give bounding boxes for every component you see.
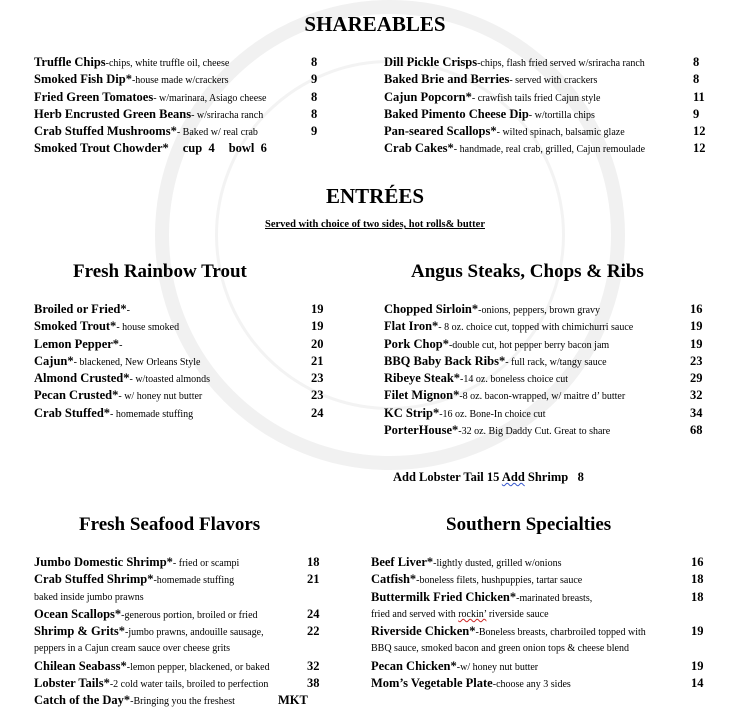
item-name: Lobster Tails*	[34, 676, 110, 691]
item-desc: -jumbo prawns, andouille sausage,	[124, 627, 264, 639]
item-name: Riverside Chicken*	[371, 624, 476, 639]
menu-item	[34, 571, 334, 588]
item-name: Filet Mignon*	[384, 388, 460, 403]
menu-item	[384, 106, 714, 123]
seafood-heading: Fresh Seafood Flavors	[79, 514, 261, 535]
menu-item	[34, 675, 334, 692]
chowder-cup-price: cup 4	[182, 141, 215, 156]
item-desc: - blackened, New Orleans Style	[73, 356, 201, 368]
item-name: Herb Encrusted Green Beans	[34, 106, 192, 121]
menu-item	[384, 301, 714, 318]
chowder-bowl-price: bowl 6	[228, 141, 267, 156]
item-name: Ribeye Steak*	[384, 371, 461, 386]
menu-item	[384, 422, 714, 439]
item-desc: -marinated breasts,	[516, 592, 593, 604]
menu-item	[384, 370, 714, 387]
menu-item	[34, 123, 324, 140]
item-price: 19	[311, 302, 324, 316]
add-on-line	[393, 470, 584, 485]
item-desc-continued: peppers in a Cajun cream sauce over cheese grits	[34, 643, 231, 655]
item-desc: -32 oz. Big Daddy Cut. Great to share	[458, 426, 611, 438]
item-desc: - served with crackers	[509, 75, 598, 87]
item-price: 16	[691, 555, 704, 569]
item-desc: - wilted spinach, balsamic glaze	[496, 127, 625, 139]
item-price: 8	[311, 89, 318, 104]
item-desc: - 8 oz. choice cut, topped with chimichurri sauce	[438, 322, 634, 334]
item-name: Pan-seared Scallops*	[384, 124, 497, 139]
item-name: Broiled or Fried*	[34, 302, 127, 316]
item-price: 68	[690, 423, 703, 438]
item-price: 19	[691, 624, 704, 639]
item-name: Shrimp & Grits*	[34, 624, 125, 639]
item-name: Smoked Fish Dip*	[34, 72, 132, 87]
item-price: 8	[693, 72, 700, 87]
item-desc: - w/tortilla chips	[528, 109, 595, 121]
menu-item	[34, 387, 334, 404]
menu-item	[34, 353, 334, 370]
desc-part: fried and served with	[371, 608, 459, 620]
menu-item-chowder	[34, 140, 324, 157]
item-desc: - crawfish tails fried Cajun style	[471, 92, 601, 104]
item-price: 23	[311, 388, 324, 403]
steaks-heading: Angus Steaks, Chops & Ribs	[411, 261, 644, 282]
item-desc-continued: BBQ sauce, smoked bacon and green onion tops & cheese blend	[371, 643, 629, 655]
item-desc: - w/marinara, Asiago cheese	[153, 92, 267, 104]
add-shrimp: Shrimp 8	[524, 470, 584, 484]
trout-column	[34, 301, 334, 422]
item-name: Buttermilk Fried Chicken*	[371, 589, 517, 604]
item-price: 32	[690, 388, 703, 403]
item-desc: - w/sriracha ranch	[191, 109, 264, 121]
item-name: Crab Stuffed*	[34, 405, 111, 420]
item-price: 12	[693, 141, 706, 156]
menu-item	[34, 692, 334, 709]
item-price: 20	[311, 336, 324, 351]
item-price: 8	[311, 55, 318, 69]
item-desc: - fried or scampi	[172, 558, 240, 569]
add-word: Add	[501, 470, 525, 484]
item-name: BBQ Baby Back Ribs*	[384, 353, 506, 368]
item-desc: -8 oz. bacon-wrapped, w/ maitre d’ butter	[459, 391, 626, 403]
desc-part-misspelled: rockin’	[458, 608, 487, 620]
shareables-left-column	[34, 54, 324, 158]
item-name: Catfish*	[371, 572, 417, 587]
item-name: Cajun Popcorn*	[384, 89, 472, 104]
item-desc: - w/ honey nut butter	[118, 391, 203, 403]
item-name: Ocean Scallops*	[34, 606, 122, 621]
item-name: Cajun*	[34, 353, 74, 368]
menu-item	[384, 140, 714, 157]
item-name: Mom’s Vegetable Plate	[371, 676, 493, 691]
item-price: 21	[307, 572, 320, 587]
item-desc-continued: baked inside jumbo prawns	[34, 591, 144, 603]
menu-item	[34, 106, 324, 123]
item-name: Chilean Seabass*	[34, 658, 127, 673]
entrees-note: Served with choice of two sides, hot rolls& butter	[265, 219, 485, 230]
item-price: 29	[690, 371, 703, 386]
item-name: Crab Cakes*	[384, 141, 454, 156]
item-desc: -house made w/crackers	[131, 75, 229, 87]
item-desc: -lightly dusted, grilled w/onions	[433, 558, 562, 569]
item-name: Baked Pimento Cheese Dip	[384, 106, 529, 121]
item-desc: -boneless filets, hushpuppies, tartar sauce	[416, 575, 583, 587]
item-desc: -chips, white truffle oil, cheese	[105, 58, 230, 69]
item-price: 11	[693, 89, 705, 104]
item-name: Fried Green Tomatoes	[34, 89, 154, 104]
item-price: 9	[693, 106, 700, 121]
item-desc: -	[126, 305, 130, 316]
menu-item	[384, 353, 714, 370]
menu-item	[371, 589, 716, 606]
menu-item	[371, 554, 716, 571]
item-desc: - homemade stuffing	[110, 408, 194, 420]
item-desc: -onions, peppers, brown gravy	[478, 305, 601, 316]
item-price: 14	[691, 676, 704, 691]
menu-item	[384, 336, 714, 353]
menu-item	[34, 71, 324, 88]
menu-item	[34, 554, 334, 571]
item-price: 8	[693, 55, 700, 69]
item-price: 18	[691, 572, 704, 587]
southern-column	[371, 554, 716, 692]
item-price: 19	[690, 336, 703, 351]
menu-item	[371, 658, 716, 675]
item-desc: -chips, flash fried served w/sriracha ranch	[477, 58, 645, 69]
item-price: 23	[311, 371, 324, 386]
item-name: Pecan Chicken*	[371, 658, 457, 673]
item-name: Lemon Pepper*	[34, 336, 120, 351]
entrees-heading: ENTRÉES	[325, 184, 425, 208]
item-price: 19	[311, 319, 324, 334]
menu-item	[34, 318, 334, 335]
item-price: MKT	[278, 693, 308, 708]
item-desc: -	[119, 339, 123, 351]
menu-item	[34, 370, 334, 387]
item-price: 19	[690, 319, 703, 334]
item-desc: -lemon pepper, blackened, or baked	[126, 661, 270, 673]
item-price: 38	[307, 676, 320, 691]
item-desc: -Bringing you the freshest	[130, 696, 235, 708]
item-price: 32	[307, 658, 320, 673]
item-desc: -choose any 3 sides	[492, 679, 571, 691]
item-name: Crab Stuffed Mushrooms*	[34, 124, 177, 139]
item-name: Pecan Crusted*	[34, 388, 119, 403]
menu-item	[384, 318, 714, 335]
menu-item	[371, 571, 716, 588]
item-desc: -generous portion, broiled or fried	[121, 609, 258, 621]
menu-item	[384, 123, 714, 140]
item-price: 18	[691, 589, 704, 604]
menu-item	[34, 606, 334, 623]
shareables-heading: SHAREABLES	[304, 12, 446, 36]
menu-item	[34, 405, 334, 422]
menu-item	[34, 89, 324, 106]
item-name: Baked Brie and Berries	[384, 72, 510, 87]
item-name: Almond Crusted*	[34, 371, 130, 386]
item-price: 16	[690, 302, 703, 316]
item-desc: -14 oz. boneless choice cut	[460, 374, 569, 386]
menu-item	[384, 405, 714, 422]
item-name: Smoked Trout*	[34, 319, 117, 334]
item-name: Smoked Trout Chowder*	[34, 141, 169, 156]
southern-heading: Southern Specialties	[446, 514, 612, 535]
item-price: 9	[311, 124, 318, 139]
item-desc-continued	[371, 606, 716, 623]
menu-item	[371, 675, 716, 692]
menu-item	[384, 89, 714, 106]
item-name: Flat Iron*	[384, 319, 439, 334]
item-name: PorterHouse*	[384, 423, 459, 438]
item-desc: -homemade stuffing	[153, 575, 235, 587]
item-desc: -16 oz. Bone-In choice cut	[439, 408, 546, 420]
item-price: 18	[307, 555, 320, 569]
trout-heading: Fresh Rainbow Trout	[73, 261, 247, 282]
item-price: 9	[311, 72, 318, 87]
menu-item	[34, 54, 324, 71]
add-lobster-tail: Add Lobster Tail 15	[393, 470, 500, 484]
item-name: Beef Liver*	[371, 555, 434, 569]
item-name: Dill Pickle Crisps	[384, 55, 478, 69]
menu-item	[34, 301, 334, 318]
steaks-column	[384, 301, 714, 439]
item-desc: -2 cold water tails, broiled to perfection	[109, 679, 269, 691]
item-desc: - handmade, real crab, grilled, Cajun remoulade	[453, 144, 646, 156]
item-name: Catch of the Day*	[34, 693, 131, 708]
menu-item	[34, 658, 334, 675]
item-name: Chopped Sirloin*	[384, 302, 479, 316]
item-desc: - Baked w/ real crab	[176, 127, 258, 139]
seafood-column	[34, 554, 334, 710]
item-name: KC Strip*	[384, 405, 440, 420]
item-name: Pork Chop*	[384, 336, 449, 351]
menu-item	[34, 336, 334, 353]
menu-item	[384, 71, 714, 88]
item-price: 12	[693, 124, 706, 139]
item-price: 24	[311, 405, 324, 420]
item-price: 19	[691, 658, 704, 673]
item-price: 34	[690, 405, 703, 420]
menu-item	[371, 623, 716, 640]
item-desc: -Boneless breasts, charbroiled topped with	[475, 627, 646, 639]
item-name: Crab Stuffed Shrimp*	[34, 572, 154, 587]
item-name: Truffle Chips	[34, 55, 106, 69]
desc-part: riverside sauce	[486, 608, 549, 620]
item-price: 21	[311, 353, 324, 368]
shareables-right-column	[384, 54, 714, 158]
item-desc: -double cut, hot pepper berry bacon jam	[448, 339, 610, 351]
item-price: 23	[690, 353, 703, 368]
item-desc: - house smoked	[116, 322, 180, 334]
item-price: 24	[307, 606, 320, 621]
item-name: Jumbo Domestic Shrimp*	[34, 555, 173, 569]
menu-item	[384, 387, 714, 404]
item-desc: -w/ honey nut butter	[456, 661, 539, 673]
item-desc: - full rack, w/tangy sauce	[505, 356, 607, 368]
item-price: 22	[307, 624, 320, 639]
item-desc: - w/toasted almonds	[129, 374, 211, 386]
menu-item	[384, 54, 714, 71]
item-price: 8	[311, 106, 318, 121]
menu-item	[34, 623, 334, 640]
